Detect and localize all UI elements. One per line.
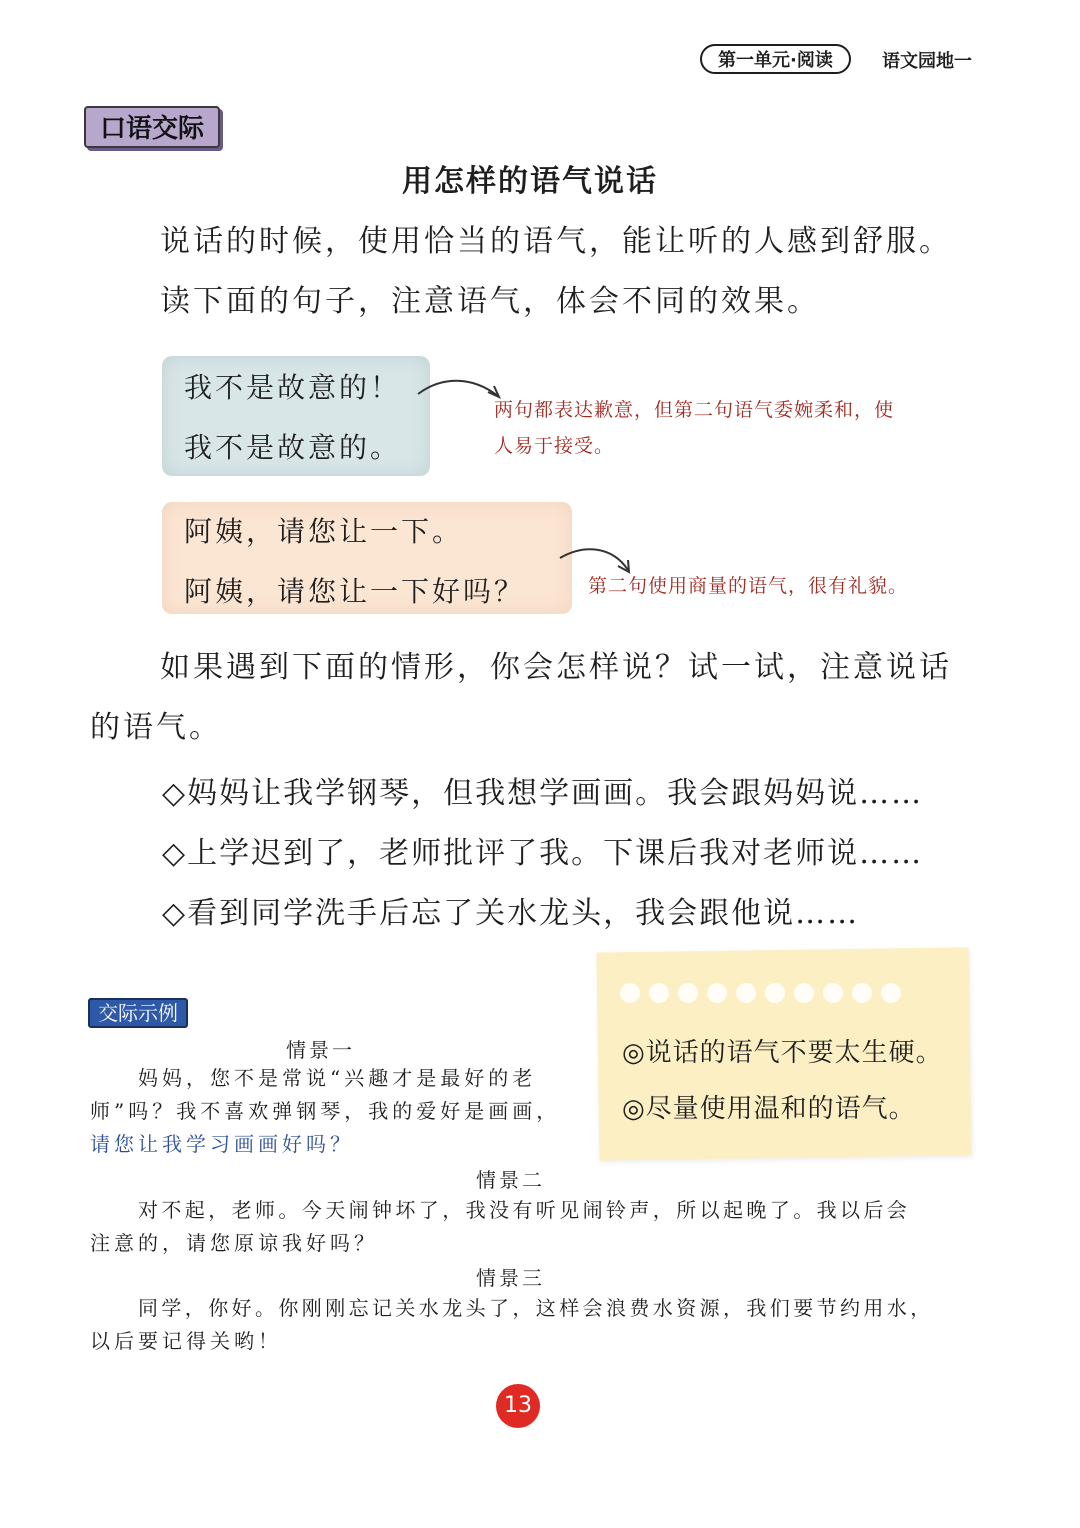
situation-item: ◇妈妈让我学钢琴，但我想学画画。我会跟妈妈说…… xyxy=(162,776,924,811)
scene3-line-1: 同学，你好。你刚刚忘记关水龙头了，这样会浪费水资源，我们要节约用水， xyxy=(138,1296,934,1320)
scene2-line-2: 注意的，请您原谅我好吗？ xyxy=(90,1231,378,1255)
scene3-title: 情景三 xyxy=(476,1266,545,1290)
situation-item: ◇看到同学洗手后忘了关水龙头，我会跟他说…… xyxy=(162,896,860,931)
scene3-line-2: 以后要记得关哟！ xyxy=(90,1329,282,1353)
sample-tag: 交际示例 xyxy=(88,998,188,1028)
section-tag: 口语交际 xyxy=(84,106,220,148)
unit-section-label: 语文园地一 xyxy=(882,51,972,72)
situation-item: ◇上学迟到了，老师批评了我。下课后我对老师说…… xyxy=(162,836,924,871)
unit-badge: 第一单元·阅读 xyxy=(700,44,851,74)
arrow-icon xyxy=(414,372,504,412)
example1-note-line-2: 人易于接受。 xyxy=(494,435,615,457)
tip-item: ◎说话的语气不要太生硬。 xyxy=(622,1038,943,1068)
scene2-title: 情景二 xyxy=(476,1168,545,1192)
scene1-line-1: 妈妈，您不是常说“兴趣才是最好的老 xyxy=(138,1066,537,1090)
tip-item: ◎尽量使用温和的语气。 xyxy=(622,1094,916,1124)
scene1-line-2: 师”吗？我不喜欢弹钢琴，我的爱好是画画， xyxy=(90,1099,561,1123)
task-line-2: 的语气。 xyxy=(90,710,222,745)
example1-sentence-1: 我不是故意的！ xyxy=(184,371,402,404)
example2-note: 第二句使用商量的语气，很有礼貌。 xyxy=(588,575,909,597)
example1-note-line-1: 两句都表达歉意，但第二句语气委婉柔和，使 xyxy=(494,399,895,421)
example2-sentence-1: 阿姨，请您让一下。 xyxy=(184,515,464,548)
example1-sentence-2: 我不是故意的。 xyxy=(184,431,402,464)
scene2-line-1: 对不起，老师。今天闹钟坏了，我没有听见闹铃声，所以起晚了。我以后会 xyxy=(138,1198,911,1222)
scene1-title: 情景一 xyxy=(286,1038,355,1062)
task-line-1: 如果遇到下面的情形，你会怎样说？试一试，注意说话 xyxy=(160,650,952,685)
tips-note-decoration xyxy=(620,983,910,1007)
scene1-line-3: 请您让我学习画画好吗？ xyxy=(90,1132,354,1156)
page-number: 13 xyxy=(496,1384,540,1428)
intro-line-1: 说话的时候，使用恰当的语气，能让听的人感到舒服。 xyxy=(160,224,952,259)
intro-line-2: 读下面的句子，注意语气，体会不同的效果。 xyxy=(160,284,820,319)
page-title: 用怎样的语气说话 xyxy=(402,164,658,199)
example2-sentence-2: 阿姨，请您让一下好吗？ xyxy=(184,575,526,608)
